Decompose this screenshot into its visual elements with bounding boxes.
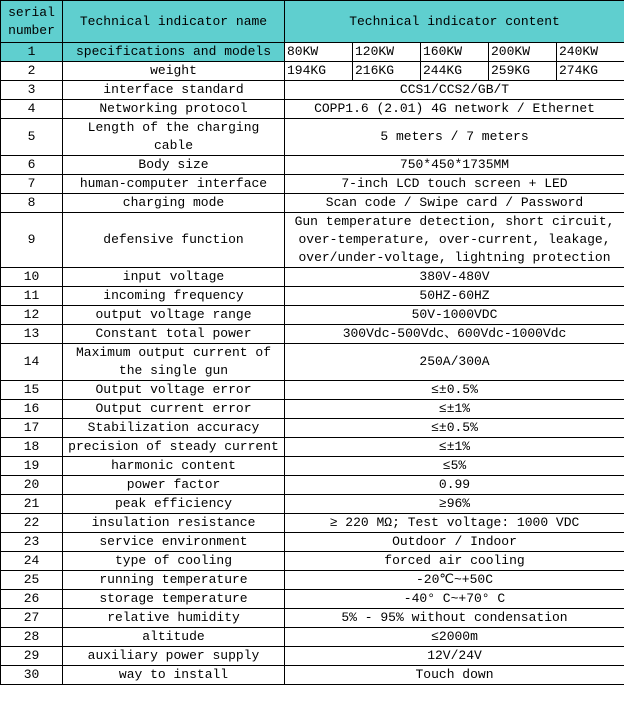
serial-cell: 8 (1, 194, 63, 213)
indicator-name-cell: type of cooling (63, 552, 285, 571)
table-row (1, 156, 624, 175)
indicator-content-cell: Outdoor / Indoor (285, 533, 624, 552)
table-row (1, 457, 624, 476)
table-row (1, 175, 624, 194)
indicator-name-cell: storage temperature (63, 590, 285, 609)
indicator-content-cell: ≤2000m (285, 628, 624, 647)
serial-cell: 19 (1, 457, 63, 476)
table-row (1, 628, 624, 647)
serial-cell: 5 (1, 119, 63, 156)
indicator-name-cell: human-computer interface (63, 175, 285, 194)
table-row (1, 495, 624, 514)
indicator-content-cell: 0.99 (285, 476, 624, 495)
indicator-content-cell: 50V-1000VDC (285, 306, 624, 325)
header-row (1, 1, 624, 43)
table-row (1, 438, 624, 457)
indicator-content-cell: ≤±1% (285, 438, 624, 457)
serial-cell: 28 (1, 628, 63, 647)
table-row (1, 100, 624, 119)
table-row (1, 419, 624, 438)
table-row (1, 647, 624, 666)
serial-cell: 1 (1, 43, 63, 62)
model-cell: 120KW (353, 43, 421, 62)
indicator-name-cell: way to install (63, 666, 285, 685)
table-row (1, 268, 624, 287)
indicator-name-cell: peak efficiency (63, 495, 285, 514)
table-header (1, 1, 624, 43)
indicator-content-cell: Touch down (285, 666, 624, 685)
serial-cell: 23 (1, 533, 63, 552)
model-cell: 194KG (285, 62, 353, 81)
serial-cell: 22 (1, 514, 63, 533)
indicator-name-cell: Constant total power (63, 325, 285, 344)
serial-cell: 12 (1, 306, 63, 325)
indicator-content-cell: 7-inch LCD touch screen + LED (285, 175, 624, 194)
table-row (1, 400, 624, 419)
table-row (1, 344, 624, 381)
model-cell: 216KG (353, 62, 421, 81)
serial-cell: 13 (1, 325, 63, 344)
indicator-content-cell: 380V-480V (285, 268, 624, 287)
indicator-name-cell: harmonic content (63, 457, 285, 476)
indicator-name-cell: Networking protocol (63, 100, 285, 119)
model-cell: 200KW (489, 43, 557, 62)
indicator-name-cell: precision of steady current (63, 438, 285, 457)
serial-cell: 15 (1, 381, 63, 400)
indicator-name-cell: input voltage (63, 268, 285, 287)
serial-cell: 20 (1, 476, 63, 495)
serial-cell: 21 (1, 495, 63, 514)
indicator-content-cell: 12V/24V (285, 647, 624, 666)
table-row (1, 552, 624, 571)
serial-cell: 6 (1, 156, 63, 175)
serial-cell: 29 (1, 647, 63, 666)
table-row (1, 194, 624, 213)
indicator-content-cell: -40° C~+70° C (285, 590, 624, 609)
model-cell: 244KG (421, 62, 489, 81)
indicator-content-cell: 5 meters / 7 meters (285, 119, 624, 156)
indicator-content-cell: ≤±0.5% (285, 419, 624, 438)
indicator-name-cell: specifications and models (63, 43, 285, 62)
indicator-name-cell: service environment (63, 533, 285, 552)
header-indicator-content: Technical indicator content (285, 1, 624, 43)
table-row (1, 62, 624, 81)
table-row (1, 81, 624, 100)
model-cell: 274KG (557, 62, 624, 81)
table-row (1, 590, 624, 609)
serial-cell: 2 (1, 62, 63, 81)
indicator-name-cell: Output current error (63, 400, 285, 419)
indicator-name-cell: Maximum output current of the single gun (63, 344, 285, 381)
serial-cell: 3 (1, 81, 63, 100)
indicator-content-cell: 50HZ-60HZ (285, 287, 624, 306)
indicator-content-cell: COPP1.6 (2.01) 4G network / Ethernet (285, 100, 624, 119)
table-row (1, 119, 624, 156)
indicator-content-cell: ≤±0.5% (285, 381, 624, 400)
table-row (1, 43, 624, 62)
indicator-name-cell: charging mode (63, 194, 285, 213)
table-row (1, 514, 624, 533)
table-row (1, 533, 624, 552)
indicator-content-cell: 300Vdc-500Vdc、600Vdc-1000Vdc (285, 325, 624, 344)
serial-cell: 30 (1, 666, 63, 685)
indicator-name-cell: auxiliary power supply (63, 647, 285, 666)
indicator-content-cell: CCS1/CCS2/GB/T (285, 81, 624, 100)
indicator-name-cell: running temperature (63, 571, 285, 590)
model-cell: 240KW (557, 43, 624, 62)
indicator-name-cell: altitude (63, 628, 285, 647)
serial-cell: 17 (1, 419, 63, 438)
table-row (1, 571, 624, 590)
indicator-name-cell: weight (63, 62, 285, 81)
serial-cell: 27 (1, 609, 63, 628)
spec-table-body (1, 43, 624, 685)
serial-cell: 4 (1, 100, 63, 119)
table-row (1, 325, 624, 344)
header-serial-number: serial number (1, 1, 63, 43)
serial-cell: 7 (1, 175, 63, 194)
table-row (1, 609, 624, 628)
indicator-content-cell: 5% - 95% without condensation (285, 609, 624, 628)
serial-cell: 11 (1, 287, 63, 306)
table-row (1, 213, 624, 268)
indicator-name-cell: relative humidity (63, 609, 285, 628)
serial-cell: 18 (1, 438, 63, 457)
serial-cell: 16 (1, 400, 63, 419)
serial-cell: 26 (1, 590, 63, 609)
indicator-content-cell: forced air cooling (285, 552, 624, 571)
serial-cell: 14 (1, 344, 63, 381)
header-indicator-name: Technical indicator name (63, 1, 285, 43)
table-row (1, 306, 624, 325)
indicator-content-cell: ≤5% (285, 457, 624, 476)
indicator-content-cell: -20℃~+50C (285, 571, 624, 590)
model-cell: 80KW (285, 43, 353, 62)
table-row (1, 287, 624, 306)
indicator-name-cell: interface standard (63, 81, 285, 100)
indicator-name-cell: Stabilization accuracy (63, 419, 285, 438)
indicator-name-cell: incoming frequency (63, 287, 285, 306)
indicator-name-cell: output voltage range (63, 306, 285, 325)
indicator-name-cell: Output voltage error (63, 381, 285, 400)
indicator-content-cell: ≤±1% (285, 400, 624, 419)
table-row (1, 476, 624, 495)
indicator-content-cell: ≥96% (285, 495, 624, 514)
serial-cell: 25 (1, 571, 63, 590)
serial-cell: 9 (1, 213, 63, 268)
indicator-content-cell: 250A/300A (285, 344, 624, 381)
indicator-name-cell: power factor (63, 476, 285, 495)
serial-cell: 24 (1, 552, 63, 571)
table-row (1, 666, 624, 685)
indicator-content-cell: Gun temperature detection, short circuit, over-temperature, over-current, leakage, over/under-voltage, lightning protection (285, 213, 624, 268)
indicator-name-cell: Length of the charging cable (63, 119, 285, 156)
model-cell: 259KG (489, 62, 557, 81)
indicator-name-cell: defensive function (63, 213, 285, 268)
indicator-name-cell: insulation resistance (63, 514, 285, 533)
indicator-content-cell: ≥ 220 MΩ; Test voltage: 1000 VDC (285, 514, 624, 533)
table-row (1, 381, 624, 400)
indicator-content-cell: 750*450*1735MM (285, 156, 624, 175)
indicator-content-cell: Scan code / Swipe card / Password (285, 194, 624, 213)
model-cell: 160KW (421, 43, 489, 62)
serial-cell: 10 (1, 268, 63, 287)
indicator-name-cell: Body size (63, 156, 285, 175)
